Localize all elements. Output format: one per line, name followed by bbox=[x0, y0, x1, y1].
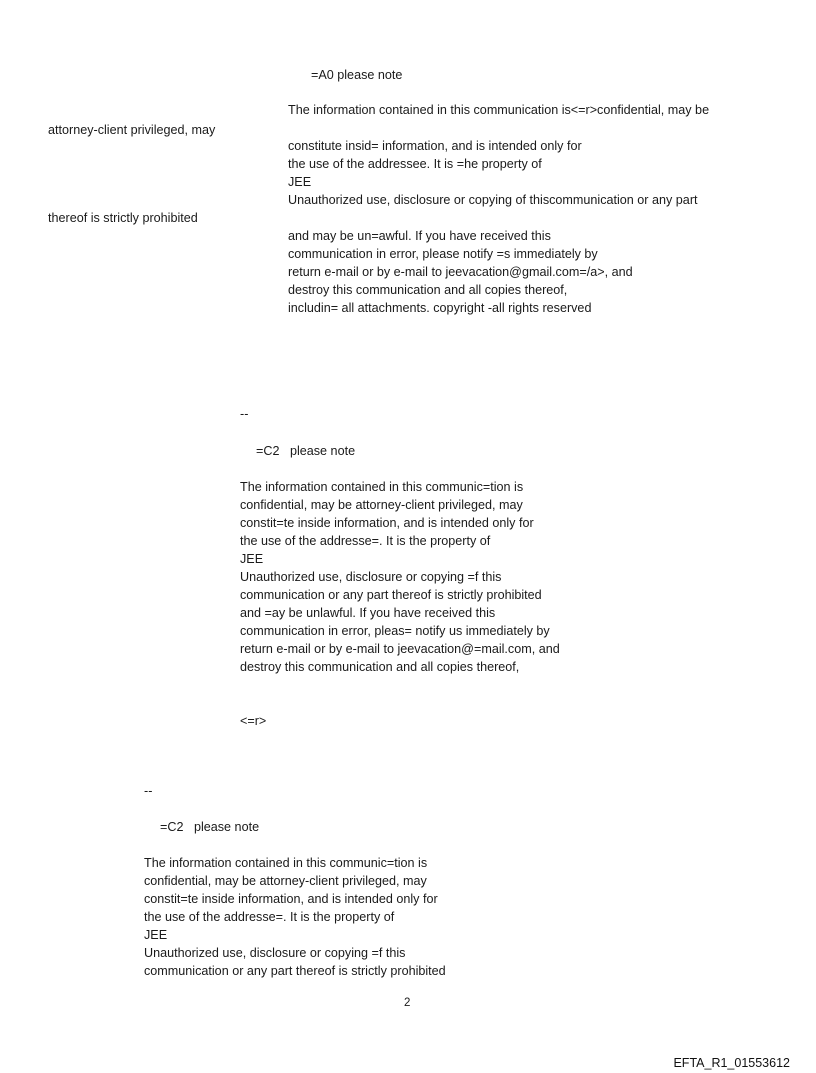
section2-line: The information contained in this communic=tion is bbox=[240, 480, 524, 494]
section1-line: attorney-client privileged, may bbox=[48, 123, 216, 137]
section2-heading: =C2 please note bbox=[256, 444, 356, 458]
page-number: 2 bbox=[404, 997, 411, 1009]
section3-line: Unauthorized use, disclosure or copying =f this bbox=[144, 946, 406, 960]
section2-line: and =ay be unlawful. If you have received this bbox=[240, 606, 496, 620]
section2-line: confidential, may be attorney-client privileged, may bbox=[240, 498, 523, 512]
section1-line: and may be un=awful. If you have received this bbox=[288, 229, 551, 243]
section1-line: constitute insid= information, and is intended only for bbox=[288, 139, 582, 153]
section1-heading: =A0 please note bbox=[311, 68, 403, 82]
section1-line: destroy this communication and all copies thereof, bbox=[288, 283, 568, 297]
section1-line: Unauthorized use, disclosure or copying of thiscommunication or any part bbox=[288, 193, 698, 207]
section2-line: the use of the addresse=. It is the property of bbox=[240, 534, 491, 548]
section2-line: communication or any part thereof is strictly prohibited bbox=[240, 588, 542, 602]
section1-line: communication in error, please notify =s immediately by bbox=[288, 247, 598, 261]
section2-trailer: <=r> bbox=[240, 714, 267, 728]
section1-line: the use of the addressee. It is =he property of bbox=[288, 157, 542, 171]
section3-heading: =C2 please note bbox=[160, 820, 260, 834]
section3-line: The information contained in this communic=tion is bbox=[144, 856, 428, 870]
section3-line: confidential, may be attorney-client privileged, may bbox=[144, 874, 427, 888]
section3-line: JEE bbox=[144, 928, 168, 942]
document-id: EFTA_R1_01553612 bbox=[673, 1056, 790, 1070]
section1-line: thereof is strictly prohibited bbox=[48, 211, 198, 225]
section2-line: constit=te inside information, and is intended only for bbox=[240, 516, 534, 530]
section1-line: JEE bbox=[288, 175, 312, 189]
section2-line: Unauthorized use, disclosure or copying =f this bbox=[240, 570, 502, 584]
section1-line: return e-mail or by e-mail to jeevacation@gmail.com=/a>, and bbox=[288, 265, 633, 279]
section1-line: includin= all attachments. copyright -all rights reserved bbox=[288, 301, 592, 315]
section3-line: the use of the addresse=. It is the property of bbox=[144, 910, 395, 924]
section1-line: The information contained in this communication is<=r>confidential, may be bbox=[288, 103, 710, 117]
section3-line: communication or any part thereof is strictly prohibited bbox=[144, 964, 446, 978]
section3-line: constit=te inside information, and is intended only for bbox=[144, 892, 438, 906]
section2-line: communication in error, pleas= notify us immediately by bbox=[240, 624, 550, 638]
section3-separator: -- bbox=[144, 784, 153, 798]
section2-line: JEE bbox=[240, 552, 264, 566]
section2-separator: -- bbox=[240, 407, 249, 421]
section2-line: destroy this communication and all copies thereof, bbox=[240, 660, 520, 674]
section2-line: return e-mail or by e-mail to jeevacation@=mail.com, and bbox=[240, 642, 560, 656]
